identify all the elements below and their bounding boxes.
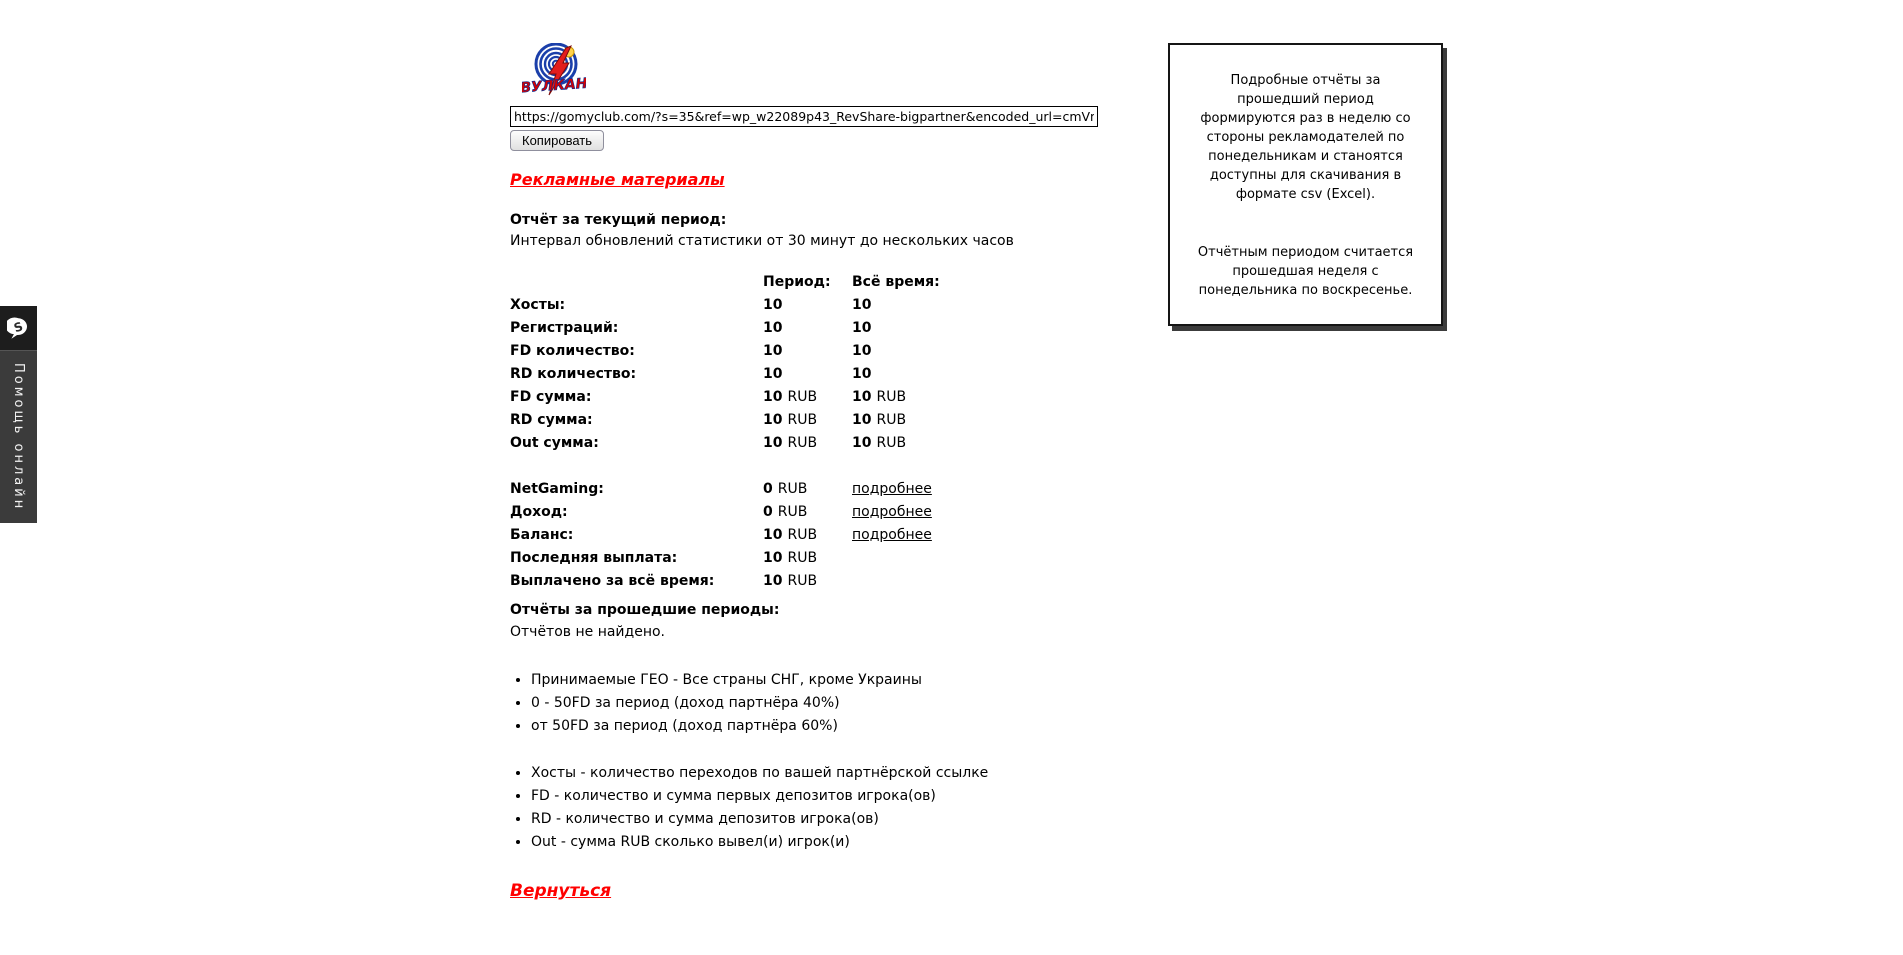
help-online-label: Помощь онлайн <box>11 362 26 512</box>
income-details-link[interactable]: подробнее <box>852 503 932 520</box>
back-link[interactable]: Вернуться <box>510 881 612 901</box>
copy-button[interactable]: Копировать <box>510 130 604 151</box>
stats-table <box>510 270 1130 592</box>
table-row-fd-count: FD количество: 10 10 <box>510 342 872 359</box>
info-box-paragraph-1: Подробные отчёты за прошедший период формируются раз в неделю со стороны рекламодателей по понедельникам и станоятся доступны для скачивания в формате csv (Excel). <box>1200 73 1411 202</box>
table-row-income: Доход: 0 RUB подробнее <box>510 503 932 520</box>
svg-text:S: S <box>12 318 25 335</box>
column-alltime: Всё время: <box>852 273 940 290</box>
past-reports-empty-text: Отчётов не найдено. <box>510 624 665 640</box>
netgaming-details-link[interactable]: подробнее <box>852 480 932 497</box>
help-online-label-area[interactable] <box>0 351 37 523</box>
balance-details-link[interactable]: подробнее <box>852 526 932 543</box>
column-period: Период: <box>763 273 831 290</box>
table-row-out-sum: Out сумма: 10 RUB 10 RUB <box>510 434 907 451</box>
chat-bubble-icon[interactable] <box>0 306 37 351</box>
vulkan-logo <box>522 43 586 100</box>
referral-url-input[interactable] <box>510 106 1098 127</box>
table-row-netgaming: NetGaming: 0 RUB подробнее <box>510 480 932 497</box>
vulkan-logo-text: ВУЛКАН <box>522 75 586 97</box>
list-item: • Хосты - количество переходов по вашей партнёрской ссылке <box>531 762 1130 785</box>
terms-list <box>510 669 1130 738</box>
table-row-registrations: Регистраций: 10 10 <box>510 319 872 336</box>
glossary-list <box>510 762 1130 854</box>
update-interval-note: Интервал обновлений статистики от 30 минут до нескольких часов <box>510 233 1014 249</box>
info-box-paragraph-2: Отчётным периодом считается прошедшая неделя с понедельника по воскресенье. <box>1197 245 1414 298</box>
list-item: • 0 - 50FD за период (доход партнёра 40%) <box>531 692 1130 715</box>
table-row-rd-count: RD количество: 10 10 <box>510 365 872 382</box>
table-row-hosts: Хосты: 10 10 <box>510 296 872 313</box>
table-row-fd-sum: FD сумма: 10 RUB 10 RUB <box>510 388 907 405</box>
table-row-balance: Баланс: 10 RUB подробнее <box>510 526 932 543</box>
table-row-rd-sum: RD сумма: 10 RUB 10 RUB <box>510 411 907 428</box>
current-report-title: Отчёт за текущий период: <box>510 212 727 228</box>
table-row-paid-alltime: Выплачено за всё время: 10 RUB <box>510 572 818 589</box>
weekly-reports-info-box <box>1168 43 1443 326</box>
help-online-tab[interactable] <box>0 306 37 523</box>
table-row-last-payout: Последняя выплата: 10 RUB <box>510 549 818 566</box>
list-item: • Принимаемые ГЕО - Все страны СНГ, кроме Украины <box>531 669 1130 692</box>
list-item: • от 50FD за период (доход партнёра 60%) <box>531 715 1130 738</box>
list-item: • RD - количество и сумма депозитов игрока(ов) <box>531 808 1130 831</box>
main-content <box>510 43 1130 901</box>
advertising-materials-link[interactable]: Рекламные материалы <box>510 170 725 189</box>
list-item: • FD - количество и сумма первых депозитов игрока(ов) <box>531 785 1130 808</box>
stats-header-row <box>510 270 1130 293</box>
past-reports-title: Отчёты за прошедшие периоды: <box>510 602 780 618</box>
list-item: • Out - сумма RUB сколько вывел(и) игрок(и) <box>531 831 1130 854</box>
